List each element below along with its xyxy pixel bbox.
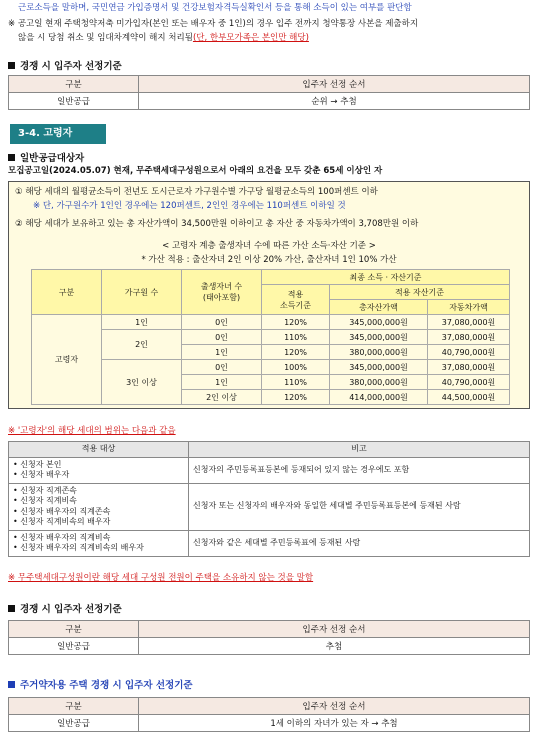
table-caption-note: * 가산 적용 : 출산자녀 2인 이상 20% 가산, 출산자녀 1인 10% 가산 [141,255,397,265]
cell-type: 일반공급 [9,93,139,110]
car-cell: 44,500,000원 [428,390,510,405]
income-cell: 110% [262,330,330,345]
section34-subheading [8,150,84,164]
header-order: 입주자 선정 순서 [139,698,530,715]
members-cell: 3인 이상 [102,360,182,405]
target-item: • 신청자 배우자의 직계비속의 배우자 [13,543,144,552]
income-cell: 120% [262,390,330,405]
header-gubun: 구분 [9,698,139,715]
income-cell: 120% [262,345,330,360]
header-gubun: 구분 [32,270,102,315]
total-asset-cell: 380,000,000원 [330,345,428,360]
square-bullet-icon [8,154,15,161]
condition-2: ② 해당 세대가 보유하고 있는 총 자산가액이 34,500만원 이하이고 총 자산 중 자동차가액이 3,708만원 이하 [15,219,419,229]
section34-subheading-text: 일반공급대상자 [20,153,85,164]
children-cell: 2인 이상 [182,390,262,405]
targets-cell [9,483,189,530]
section3-heading-text: 주거약자용 주택 경쟁 시 입주자 선정기준 [20,680,193,691]
square-bullet-icon [8,605,15,612]
members-cell: 2인 [102,330,182,360]
target-item: • 신청자 직계비속의 배우자 [13,517,111,526]
header-final-criteria: 최종 소득 · 자산기준 [262,270,510,285]
scope-title: ※ '고령자'의 해당 세대의 범위는 다음과 같음 [8,426,176,436]
section1-table [8,75,530,110]
section-tab [10,124,106,144]
header-gubun: 구분 [9,76,139,93]
note-cell: 신청자의 주민등록표등본에 등재되어 있지 않는 경우에도 포함 [189,457,530,483]
car-cell: 37,080,000원 [428,360,510,375]
section1-heading [8,58,122,72]
header-children: 출생자녀 수 (태아포함) [182,270,262,315]
total-asset-cell: 345,000,000원 [330,360,428,375]
cell-order: 1세 이하의 자녀가 있는 자 → 추첨 [139,715,530,732]
header-car: 자동차가액 [428,300,510,315]
header-asset: 적용 자산기준 [330,285,510,300]
children-cell: 0인 [182,330,262,345]
target-item: • 신청자 본인 [13,459,62,469]
scope-footnote: ※ 무주택세대구성원이란 해당 세대 구성원 전원이 주택을 소유하지 않는 것을 말함 [8,573,314,583]
total-asset-cell: 414,000,000원 [330,390,428,405]
header-target: 적용 대상 [9,442,189,458]
income-cell: 100% [262,360,330,375]
condition-1-note: ※ 단, 가구원수가 1인인 경우에는 120퍼센트, 2인인 경우에는 110퍼센트 이하일 것 [33,201,346,211]
intro-line-3 [18,32,309,44]
total-asset-cell: 380,000,000원 [330,375,428,390]
header-gubun: 구분 [9,621,139,638]
cell-order: 추첨 [139,638,530,655]
children-cell: 0인 [182,360,262,375]
header-members: 가구원 수 [102,270,182,315]
cell-type: 일반공급 [9,638,139,655]
total-asset-cell: 345,000,000원 [330,315,428,330]
car-cell: 37,080,000원 [428,330,510,345]
section2-table [8,620,530,655]
intro-line-3-red: (단, 한부모가족은 본인만 해당) [192,33,309,43]
cell-type: 일반공급 [9,715,139,732]
children-cell: 0인 [182,315,262,330]
conditions-box [8,181,530,409]
car-cell: 37,080,000원 [428,315,510,330]
members-cell: 1인 [102,315,182,330]
target-item: • 신청자 배우자의 직계비속 [13,532,111,542]
intro-line-3-text: 않을 시 당첨 취소 및 임대차계약이 해지 처리됨 [18,33,193,43]
header-order: 입주자 선정 순서 [139,76,530,93]
intro-line-1: 근로소득을 말하며, 국민연금 가입증명서 및 건강보험자격득실확인서 등을 통해 소득이 있는 여부를 판단함 [18,3,412,13]
total-asset-cell: 345,000,000원 [330,330,428,345]
children-cell: 1인 [182,375,262,390]
note-cell: 신청자와 같은 세대별 주민등록표에 등재된 사람 [189,530,530,556]
elder-criteria-table [31,269,509,405]
target-item: • 신청자 배우자의 직계존속 [13,506,111,516]
section3-heading [8,677,193,691]
section3-table [8,697,530,732]
condition-1: ① 해당 세대의 월평균소득이 전년도 도시근로자 가구원수별 가구당 월평균소득의 100퍼센트 이하 [15,187,378,197]
section-tab-label: 3-4. 고령자 [10,124,106,144]
section2-heading [8,601,122,615]
intro-line-2: ※ 공고일 현재 주택청약저축 미가입자(본인 또는 배우자 중 1인)의 경우 입주 전까지 청약통장 사본을 제출하지 [8,19,419,29]
square-bullet-icon [8,62,15,69]
header-note: 비고 [189,442,530,458]
table-caption: < 고령자 계층 출생자녀 수에 따른 가산 소득·자산 기준 > [162,241,376,251]
header-income: 적용 소득기준 [262,285,330,315]
targets-cell [9,457,189,483]
notice-line: 모집공고일(2024.05.07) 현재, 무주택세대구성원으로서 아래의 요건을 모두 갖춘 65세 이상인 자 [8,166,383,176]
target-item: • 신청자 직계존속 [13,485,77,495]
section2-heading-text: 경쟁 시 입주자 선정기준 [20,604,122,615]
header-total-asset: 총자산가액 [330,300,428,315]
target-item: • 신청자 직계비속 [13,496,77,505]
header-order: 입주자 선정 순서 [139,621,530,638]
income-cell: 110% [262,375,330,390]
cell-order: 순위 → 추첨 [139,93,530,110]
scope-table [8,441,530,557]
square-bullet-icon [8,681,15,688]
car-cell: 40,790,000원 [428,345,510,360]
note-cell: 신청자 또는 신청자의 배우자와 동일한 세대별 주민등록표등본에 등재된 사람 [189,483,530,530]
targets-cell [9,530,189,556]
income-cell: 120% [262,315,330,330]
car-cell: 40,790,000원 [428,375,510,390]
section1-heading-text: 경쟁 시 입주자 선정기준 [20,61,122,72]
target-item: • 신청자 배우자 [13,470,70,479]
children-cell: 1인 [182,345,262,360]
group-label: 고령자 [32,315,102,405]
